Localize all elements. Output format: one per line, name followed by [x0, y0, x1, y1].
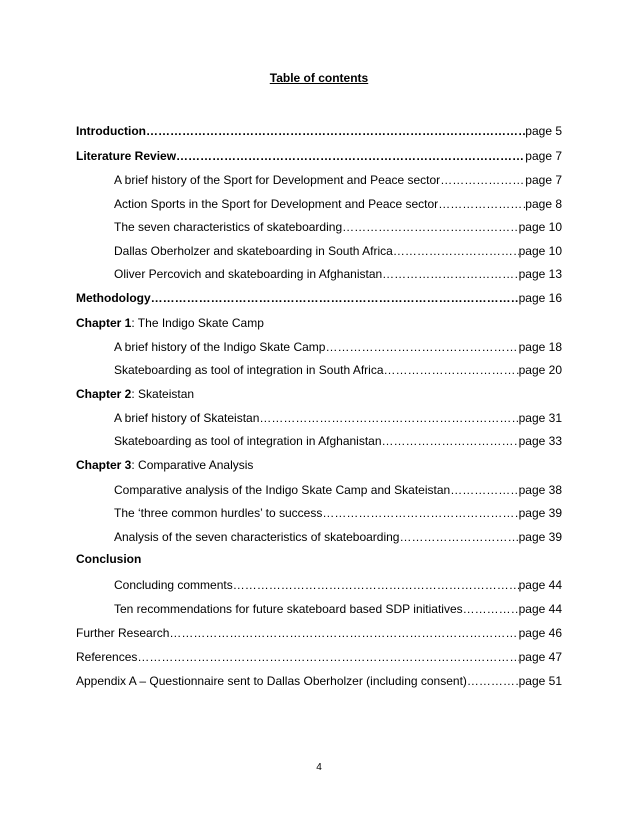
toc-entry-label: A brief history of Skateistan [114, 411, 260, 425]
toc-entry-page: page 39 [518, 506, 562, 520]
toc-entry [114, 244, 562, 258]
toc-entry-label: Oliver Percovich and skateboarding in Afghanistan [114, 267, 383, 281]
toc-entry [114, 197, 562, 211]
toc-entry [114, 506, 562, 520]
toc-entry-label: Skateboarding as tool of integration in South Africa [114, 363, 384, 377]
toc-entry-label: A brief history of the Indigo Skate Camp [114, 340, 326, 354]
toc-entry-label: The ‘three common hurdles’ to success [114, 506, 323, 520]
toc-entry-page: page 7 [525, 149, 562, 163]
toc-entry [114, 340, 562, 354]
toc-entry-page: page 39 [518, 530, 562, 544]
chapter-title: : Skateistan [131, 387, 195, 401]
toc-entry [114, 267, 562, 281]
page-number: 4 [316, 762, 322, 773]
toc-entry-appendix-a [76, 674, 562, 688]
toc-chapter-2 [76, 387, 562, 401]
toc-entry-literature-review [76, 149, 562, 163]
toc-entry-label: Dallas Oberholzer and skateboarding in South Africa [114, 244, 393, 258]
toc-entry [114, 434, 562, 448]
toc-entry-label: Comparative analysis of the Indigo Skate Camp and Skateistan [114, 483, 451, 497]
toc-entry-page: page 10 [518, 244, 562, 258]
chapter-title: : Comparative Analysis [131, 458, 254, 472]
toc-entry [114, 530, 562, 544]
toc-title: Table of contents [269, 71, 369, 85]
toc-entry-page: page 7 [525, 173, 562, 187]
toc-entry-page: page 44 [518, 602, 562, 616]
chapter-prefix: Chapter 1 [76, 316, 132, 330]
toc-entry-label: Literature Review [76, 149, 177, 163]
toc-entry-methodology [76, 291, 562, 305]
toc-entry [114, 483, 562, 497]
chapter-prefix: Chapter 2 [76, 387, 132, 401]
toc-entry-label: Methodology [76, 291, 151, 305]
toc-entry [114, 602, 562, 616]
toc-chapter-3 [76, 458, 562, 472]
toc-entry-page: page 46 [518, 626, 562, 640]
toc-entry-page: page 44 [518, 578, 562, 592]
toc-entry-page: page 8 [525, 197, 562, 211]
toc-entry-label: Further Research [76, 626, 170, 640]
toc-entry [114, 363, 562, 377]
toc-entry-page: page 5 [525, 124, 562, 138]
toc-entry [114, 173, 562, 187]
toc-entry-further-research [76, 626, 562, 640]
toc-entry-label: Skateboarding as tool of integration in Afghanistan [114, 434, 382, 448]
toc-entry-label: Introduction [76, 124, 146, 138]
toc-chapter-1 [76, 316, 562, 330]
toc-entry-label: Action Sports in the Sport for Development and Peace sector [114, 197, 439, 211]
toc-entry-page: page 38 [518, 483, 562, 497]
toc-entry-label: Appendix A – Questionnaire sent to Dallas Oberholzer (including consent) [76, 674, 467, 688]
toc-entry-page: page 13 [518, 267, 562, 281]
toc-entry-page: page 16 [518, 291, 562, 305]
chapter-title: : The Indigo Skate Camp [131, 316, 264, 330]
toc-entry-page: page 18 [518, 340, 562, 354]
toc-entry-conclusion [76, 552, 562, 566]
toc-entry-page: page 10 [518, 220, 562, 234]
toc-entry-label: A brief history of the Sport for Development and Peace sector [114, 173, 441, 187]
toc-entry-label: Ten recommendations for future skateboard based SDP initiatives [114, 602, 463, 616]
toc-entry-page: page 51 [518, 674, 562, 688]
toc-entry-label: Concluding comments [114, 578, 233, 592]
toc-entry-references [76, 650, 562, 664]
toc-entry-page: page 33 [518, 434, 562, 448]
toc-entry-label: The seven characteristics of skateboarding [114, 220, 343, 234]
toc-entry-label: References [76, 650, 138, 664]
toc-entry-label: Analysis of the seven characteristics of skateboarding [114, 530, 400, 544]
chapter-prefix: Chapter 3 [76, 458, 132, 472]
toc-entry-page: page 20 [518, 363, 562, 377]
toc-entry [114, 578, 562, 592]
toc-entry [114, 220, 562, 234]
toc-entry-page: page 47 [518, 650, 562, 664]
toc-entry-page: page 31 [518, 411, 562, 425]
toc-entry-label: Conclusion [76, 552, 142, 566]
toc-entry-introduction [76, 124, 562, 138]
toc-entry [114, 411, 562, 425]
